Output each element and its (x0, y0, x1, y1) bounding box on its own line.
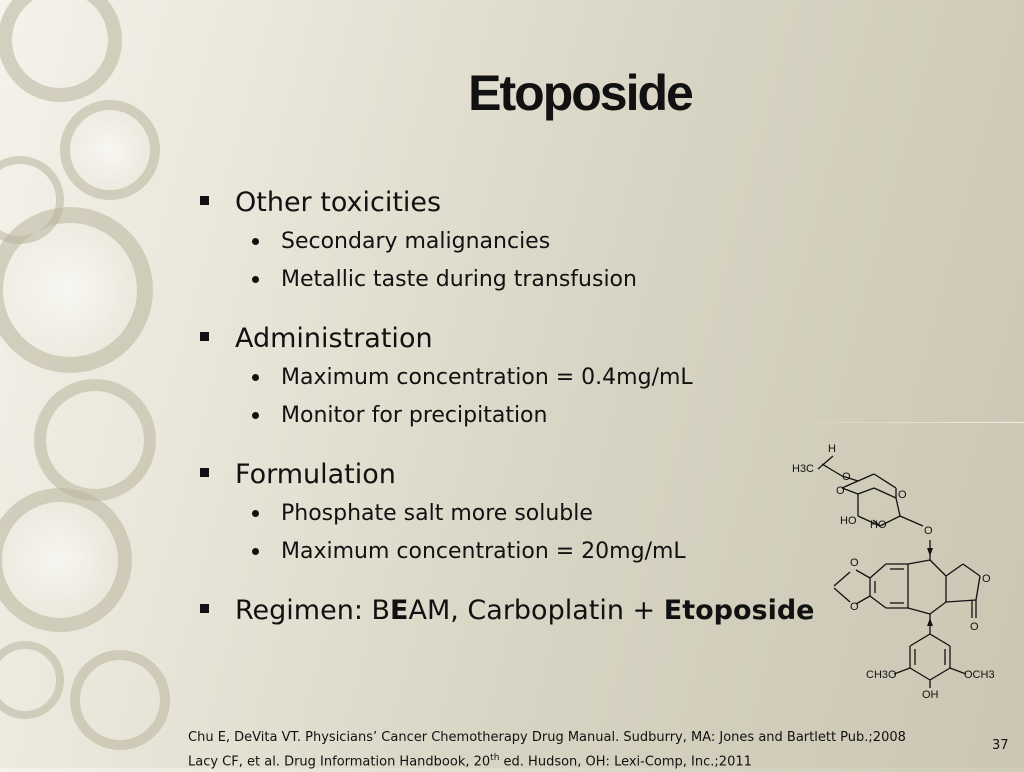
decorative-rings-background (0, 0, 175, 768)
square-bullet-icon (200, 196, 209, 205)
divider (780, 422, 1024, 423)
list-item: Metallic taste during transfusion (252, 260, 840, 298)
square-bullet-icon (200, 604, 209, 613)
atom-label: O (924, 525, 933, 537)
atom-label: CH3O (866, 669, 897, 681)
round-bullet-icon (252, 276, 259, 283)
round-bullet-icon (252, 412, 259, 419)
section-heading: Other toxicities (200, 182, 840, 222)
references (188, 728, 906, 772)
section-other-toxicities (200, 182, 840, 298)
round-bullet-icon (252, 548, 259, 555)
atom-label: O (850, 557, 859, 569)
section-administration (200, 318, 840, 434)
atom-label: OH (922, 689, 939, 701)
section-heading: Regimen: BEAM, Carboplatin + Etoposide (200, 590, 840, 630)
atom-label: O (982, 573, 991, 585)
atom-label: OCH3 (964, 669, 995, 681)
slide-title: Etoposide (468, 65, 692, 121)
list-item: Maximum concentration = 0.4mg/mL (252, 358, 840, 396)
bullet-list (200, 182, 840, 650)
etoposide-structure-image (778, 436, 1018, 704)
reference-line: Lacy CF, et al. Drug Information Handbook, 20th ed. Hudson, OH: Lexi-Comp, Inc.;2011 (188, 753, 752, 770)
section-heading: Administration (200, 318, 840, 358)
section-regimen (200, 590, 840, 630)
atom-label: H (828, 443, 836, 455)
square-bullet-icon (200, 332, 209, 341)
round-bullet-icon (252, 238, 259, 245)
reference-line: Chu E, DeVita VT. Physicians’ Cancer Chemotherapy Drug Manual. Sudburry, MA: Jones and Bartlett Pub.;2008 (188, 730, 906, 745)
list-item: Monitor for precipitation (252, 396, 840, 434)
list-item: Maximum concentration = 20mg/mL (252, 532, 840, 570)
atom-label: H3C (792, 463, 815, 475)
section-formulation (200, 454, 840, 570)
round-bullet-icon (252, 510, 259, 517)
atom-label: O (850, 601, 859, 613)
atom-label: O (970, 621, 979, 633)
square-bullet-icon (200, 468, 209, 477)
atom-label: HO (870, 519, 887, 531)
atom-label: O (898, 489, 907, 501)
list-item: Secondary malignancies (252, 222, 840, 260)
atom-label: O (842, 471, 851, 483)
atom-label: HO (840, 515, 857, 527)
atom-label: O (836, 485, 845, 497)
section-heading: Formulation (200, 454, 840, 494)
round-bullet-icon (252, 374, 259, 381)
page-number: 37 (992, 738, 1009, 753)
list-item: Phosphate salt more soluble (252, 494, 840, 532)
